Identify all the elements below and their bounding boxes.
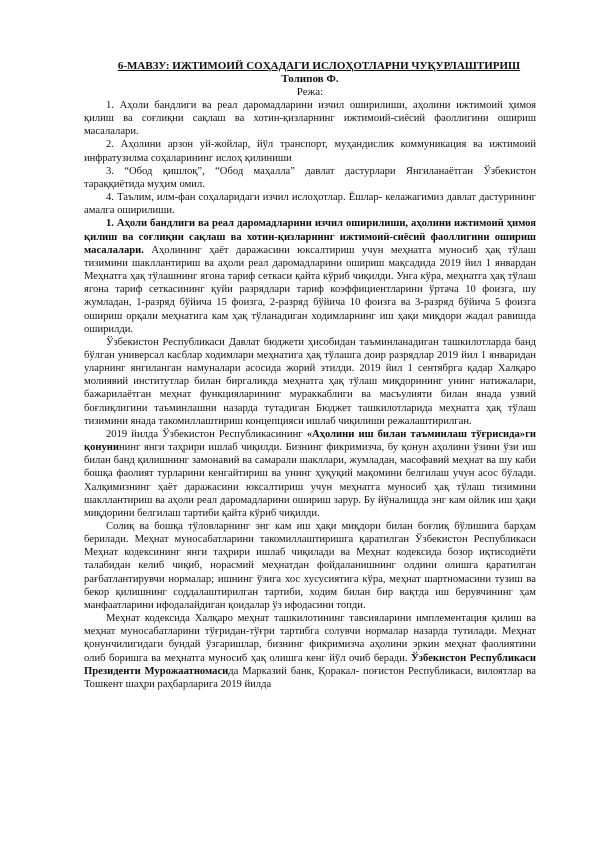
paragraph-3 bbox=[84, 428, 536, 520]
paragraph-text: Меҳнат кодексида Халқаро меҳнат ташкилотининг тавсияларини имплементация қилиш ва меҳнат муносабатларини тўғридан-тўғри тартибга солувчи нормалар назарда тутилади. Меҳнат қонунчилигидаги бундай ўзгаришлар, бизнинг фикримизча аҳолини эркин меҳнат фаолиятини олиб боришга ва меҳнатга муносиб ҳақ олишга кенг йўл очиб беради. bbox=[84, 613, 536, 664]
address-title: Ўзбекистон Республикаси Президенти Мурожаатномаси bbox=[84, 652, 536, 677]
paragraph-5 bbox=[84, 612, 536, 691]
law-title: «Аҳолини иш билан таъминлаш тўғрисида»ги қонуни bbox=[84, 428, 536, 454]
section-heading: 1. Аҳоли бандлиги ва реал даромадларини изчил оширилиши, аҳолини ижтимоий ҳимоя қилиш ва соғлиқни сақлаш ва хотин-қизларнинг ижтимоий-сиёсий фаоллигини ошириш масалалари. bbox=[84, 218, 536, 256]
plan-item: 1. Аҳоли бандлиги ва реал даромадларини изчил оширилиши, аҳолини ижтимоий ҳимоя қилиш ва соғлиқни сақлаш ва хотин-қизларнинг ижтимоий-сиёсий фаоллигини ошириш масалалари. bbox=[84, 100, 536, 138]
plan-heading: Режа: bbox=[296, 86, 324, 98]
plan-item: 4. Таълим, илм-фан соҳаларидаги изчил ислоҳотлар. Ёшлар- келажагимиз давлат дастурининг амалга оширилиши. bbox=[84, 192, 536, 217]
page-title: 6-МАВЗУ: ИЖТИМОИЙ СОҲАДАГИ ИСЛОҲОТЛАРНИ ЧУҚУРЛАШТИРИШ bbox=[117, 60, 521, 72]
paragraph-text: Аҳолининг ҳаёт даражасини юксалтириш учун меҳнатга муносиб ҳақ тўлаш тизимини шакллантириш ва аҳоли реал даромадларини ошириш мақсадида 2019 йил 1 январдан Меҳнатга ҳақ тўлашнинг ягона тариф сеткаси қайта кўриб чиқилди. Унга кўра, меҳнатга ҳақ тўлаш ягона тариф сеткасининг қуйи разрядлари тариф коэффициентларини ўртача 10 фоизга, шу жумладан, 1-разряд бўйича 15 фоизга, 2-разряд бўйича 10 фоизга ва 3-разряд бўйича 5 фоизга ошириш орқали меҳнатига кам ҳақ тўланадиган ходимларнинг иш ҳақи миқдори жадал равишда оширилди. bbox=[84, 244, 536, 335]
document-body bbox=[84, 60, 536, 691]
author-name: Толипов Ф. bbox=[281, 73, 339, 85]
paragraph-1 bbox=[84, 217, 536, 335]
paragraph-text: да Марказий банк, Қоракал- поғистон Республикаси, вилоятлар ва Тошкент шаҳри раҳбарларига 2019 йилда bbox=[84, 665, 536, 690]
plan-item: 3. “Обод қишлоқ”, “Обод маҳалла” давлат дастурлари Янгиланаётган Ўзбекистон тараққиётида муҳим омил. bbox=[84, 165, 536, 190]
paragraph-text: 2019 йилда Ўзбекистон Республикасининг bbox=[106, 428, 307, 440]
paragraph-4: Солиқ ва бошқа тўловларнинг энг кам иш ҳақи миқдори билан боғлиқ бўлишига барҳам берилади. Меҳнат муносабатларини такомиллаштиришга қаратилган Ўзбекистон Республикаси Меҳнат кодексининг янги таҳрири ишлаб чиқилади ва Меҳнат кодексида бозор иқтисодиёти талабидан келиб чиқиб, норасмий меҳнатдан фойдаланишнинг олдини олишга қаратилган рағбатлантирувчи нормалар; ишнинг ўзига хос хусусиятига кўра, меҳнат шартномасини тузиш ва бекор қилишнинг соддалаштирилган тартиби, ходим билан бир вақтда иш берувчининг ҳам манфаатларини ифодалайдиган қоидалар ўз ифодасини топди. bbox=[84, 521, 536, 611]
paragraph-text: нинг янги таҳрири ишлаб чиқилди. Бизнинг фикримизча, бу қонун аҳолини ўзини ўзи иш билан банд қилишнинг замонавий ва самарали шакллари, жумладан, масофавий меҳнат ва шу каби бошқа фаолият турларини кенгайтириш ва унинг ҳуқуқий мақомини белгилаш учун асос бўлади. Халқимизнинг ҳаёт даражасини юксалтириш учун меҳнатга муносиб ҳақ тўлаш тизимини шакллантириш ва аҳоли реал даромадларини ошириш зарур. Бу йўналишда энг кам ойлик иш ҳақи миқдорини белгилаш тартиби қайта кўриб чиқилди. bbox=[84, 442, 536, 519]
plan-item: 2. Аҳолини арзон уй-жойлар, йўл транспорт, муҳандислик коммуникация ва ижтимоий инфратузилма соҳаларининг ислоҳ қилиниши bbox=[84, 139, 536, 164]
paragraph-2: Ўзбекистон Республикаси Давлат бюджети ҳисобидан таъминланадиган ташкилотларда банд бўлган универсал касблар ходимлари меҳнатига ҳақ тўлашга доир разрядлар 2019 йил 1 январидан уларнинг янгиланган намуналари асосида жорий этилди. 2019 йил 1 сентябрга қадар Халқаро молиявий институтлар билан биргаликда меҳнатга ҳақ тўлаш миқдорининг унинг натижалари, бажарилаётган меҳнат функцияларининг мураккаблиги ва масъулияти билан янада узвий боғлиқлигини таъминлашни назарда тутадиган Бюджет ташкилотларида меҳнатга ҳақ тўлаш тизимини янада такомиллаштириш концепцияси ишлаб чиқилиши режалаштирилган. bbox=[84, 336, 536, 427]
